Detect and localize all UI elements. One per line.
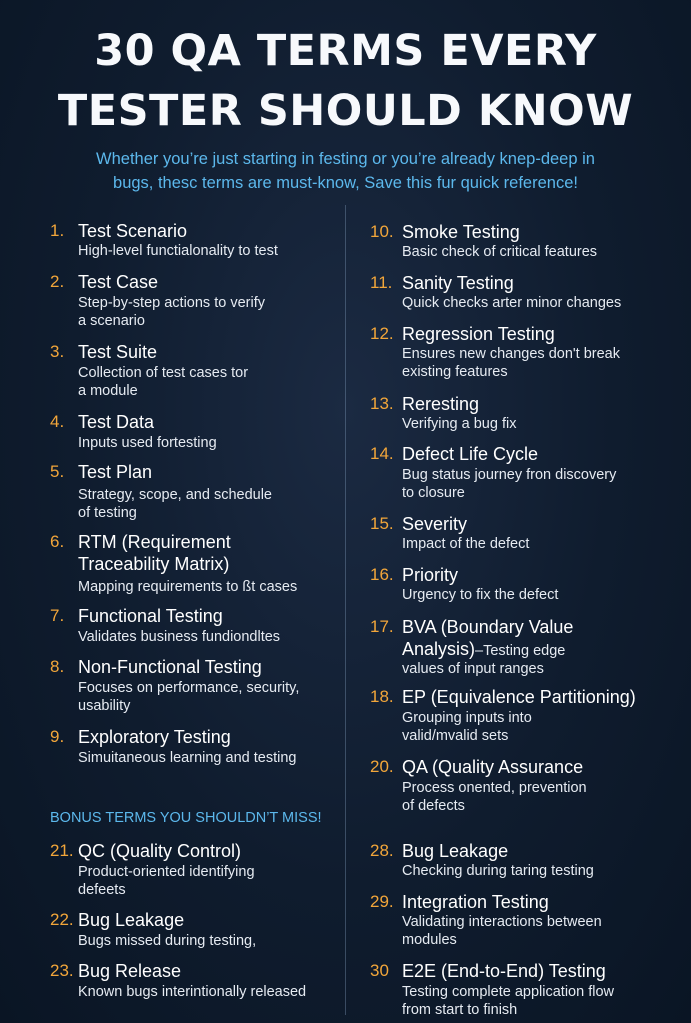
term-title: E2E (End-to-End) Testing [402, 961, 606, 981]
term-description: Mapping requirements to ßt cases [78, 579, 298, 595]
term-number: 20. [370, 757, 394, 776]
term-title: Bug Leakage [402, 841, 509, 861]
term-description: Validates business fundiondltes [78, 629, 281, 645]
term-number: 13. [370, 394, 394, 413]
title-line-1: 30 QA TERMS EVERY [94, 26, 597, 76]
term-description: Checking during taring testing [402, 863, 594, 879]
term-description: Testing complete application flow from start to finish [402, 984, 614, 1018]
term-number: 4. [50, 412, 65, 431]
term-number: 21. [50, 841, 74, 860]
term-description: Verifying a bug fix [402, 416, 517, 432]
term-title: Reresting [402, 394, 480, 414]
term-description: Focuses on performance, security, usability [78, 680, 300, 714]
term-number: 9. [50, 727, 65, 746]
term-title: Bug Leakage [78, 910, 185, 930]
subtitle-line-2: bugs, thesc terms are must-know, Save this fur quick reference! [113, 174, 578, 192]
term-title: Defect Life Cycle [402, 444, 539, 464]
term-number: 29. [370, 892, 394, 911]
term-number: 22. [50, 910, 74, 929]
term-description: Step-by-step actions to verify a scenario [78, 295, 265, 329]
term-number: 18. [370, 687, 394, 706]
column-divider [345, 205, 346, 1015]
term-description: values of input ranges [402, 661, 544, 677]
term-number: 3. [50, 342, 65, 361]
term-title: RTM (Requirement Traceability Matrix) [78, 532, 231, 574]
bonus-heading: BONUS TERMS YOU SHOULDN’T MISS! [50, 810, 322, 826]
term-description: Grouping inputs into valid/mvalid sets [402, 710, 532, 744]
term-number: 5. [50, 462, 65, 481]
term-number: 16. [370, 565, 394, 584]
term-number: 8. [50, 657, 65, 676]
term-description: Known bugs interintionally released [78, 984, 307, 1000]
term-title: Non-Functional Testing [78, 657, 262, 677]
term-description: Bug status journey fron discovery to closure [402, 467, 617, 501]
term-description: Impact of the defect [402, 536, 530, 552]
title-line-2: TESTER SHOULD KNOW [57, 86, 634, 136]
term-title: Priority [402, 565, 459, 585]
term-title: QA (Quality Assurance [402, 757, 584, 777]
term-title: Test Plan [78, 462, 153, 482]
term-description: Ensures new changes don't break existing features [402, 346, 620, 380]
term-title: EP (Equivalence Partitioning) [402, 687, 636, 707]
term-number: 23. [50, 961, 74, 980]
term-title: Test Data [78, 412, 155, 432]
term-title: Severity [402, 514, 468, 534]
term-title: Sanity Testing [402, 273, 514, 293]
term-inline-description: –Testing edge [475, 643, 566, 659]
subtitle-line-1: Whether you’re just starting in festing or you’re already knep-deep in [96, 150, 595, 168]
subtitle [20, 147, 671, 195]
term-number: 30 [370, 961, 389, 980]
term-title: Exploratory Testing [78, 727, 231, 747]
term-number: 7. [50, 606, 65, 625]
term-number: 11. [370, 273, 393, 292]
term-number: 1. [50, 221, 65, 240]
term-title: Test Scenario [78, 221, 188, 241]
term-title: QC (Quality Control) [78, 841, 242, 861]
term-description: Bugs missed during testing, [78, 933, 257, 949]
term-number: 28. [370, 841, 394, 860]
term-number: 15. [370, 514, 394, 533]
term-title: Functional Testing [78, 606, 223, 626]
term-title: Test Suite [78, 342, 158, 362]
term-title: Integration Testing [402, 892, 549, 912]
term-number: 6. [50, 532, 65, 551]
term-number: 2. [50, 272, 65, 291]
term-description: Urgency to fix the defect [402, 587, 559, 603]
term-description: High-level functialonality to test [78, 243, 278, 259]
term-description: Collection of test cases tor a module [78, 365, 249, 399]
term-description: Quick checks arter minor changes [402, 295, 622, 311]
term-description: Validating interactions between modules [402, 914, 602, 948]
term-title: Test Case [78, 272, 159, 292]
term-title: Smoke Testing [402, 222, 520, 242]
term-description: Strategy, scope, and schedule of testing [78, 487, 272, 521]
term-title: BVA (Boundary Value Analysis)–Testing edge [402, 617, 574, 659]
term-number: 12. [370, 324, 394, 343]
term-number: 17. [370, 617, 394, 636]
term-title: Regression Testing [402, 324, 555, 344]
term-description: Simuitaneous learning and testing [78, 750, 297, 766]
term-description: Process onented, prevention of defects [402, 780, 587, 814]
term-number: 10. [370, 222, 394, 241]
term-title: Bug Release [78, 961, 182, 981]
term-description: Inputs used fortesting [78, 435, 217, 451]
term-description: Basic check of critical features [402, 244, 598, 260]
term-number: 14. [370, 444, 394, 463]
term-description: Product-oriented identifying defeets [78, 864, 255, 898]
